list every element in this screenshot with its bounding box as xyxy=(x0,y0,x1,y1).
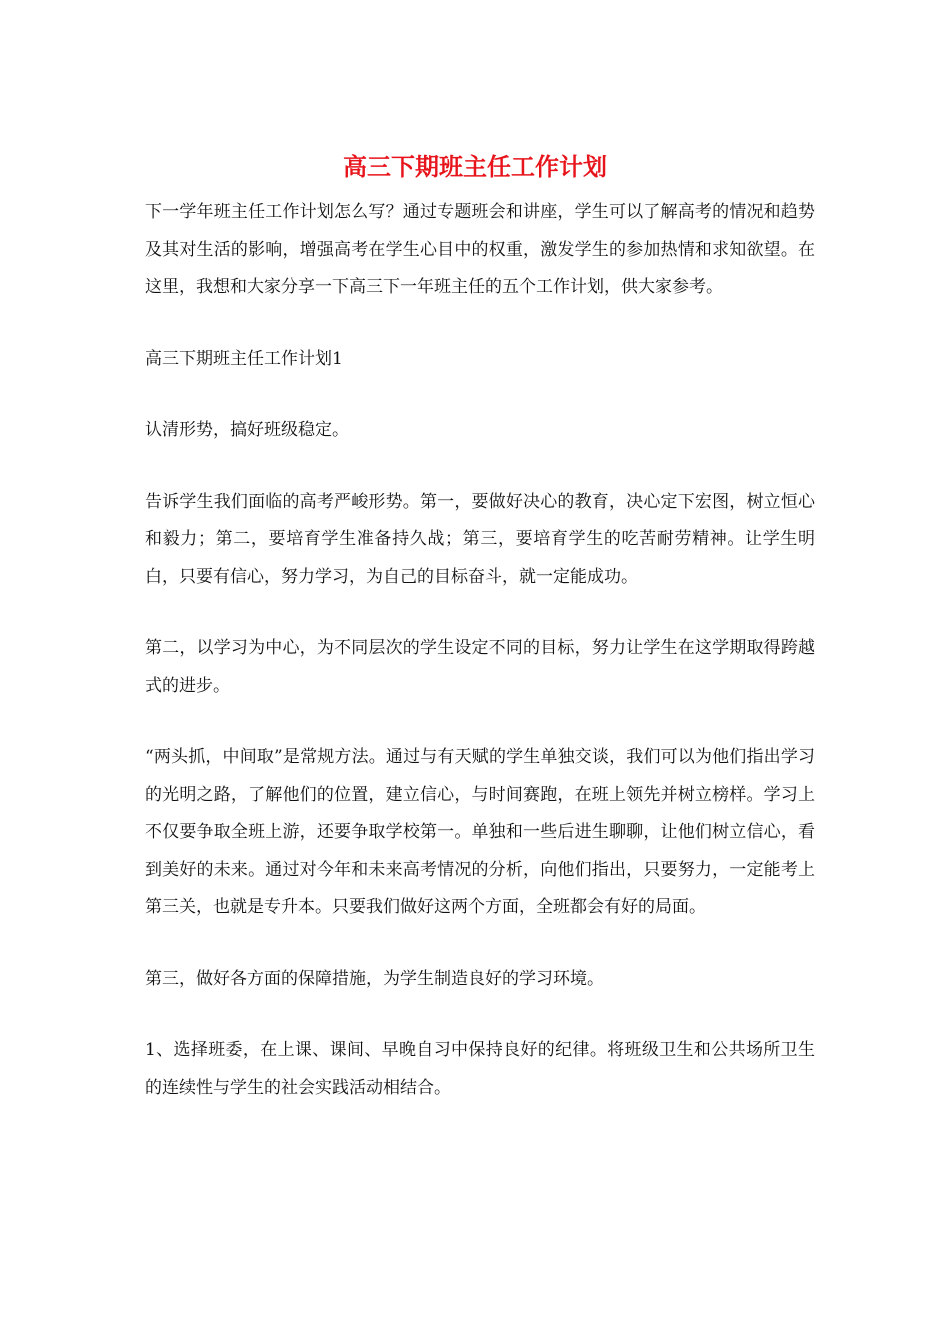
section-heading: 高三下期班主任工作计划1 xyxy=(145,348,343,369)
paragraph: 1、选择班委，在上课、课间、早晚自习中保持良好的纪律。将班级卫生和公共场所卫生的连续性与学生的社会实践活动相结合。 xyxy=(145,1040,815,1098)
intro-paragraph: 下一学年班主任工作计划怎么写？通过专题班会和讲座，学生可以了解高考的情况和趋势及其对生活的影响，增强高考在学生心目中的权重，激发学生的参加热情和求知欲望。在这里，我想和大家分享一下高三下一年班主任的五个工作计划，供大家参考。 xyxy=(145,202,815,297)
paragraph: 第二，以学习为中心，为不同层次的学生设定不同的目标，努力让学生在这学期取得跨越式的进步。 xyxy=(145,638,815,696)
paragraph: 第三，做好各方面的保障措施，为学生制造良好的学习环境。 xyxy=(145,968,604,989)
paragraph: “两头抓，中间取”是常规方法。通过与有天赋的学生单独交谈，我们可以为他们指出学习的光明之路，了解他们的位置，建立信心，与时间赛跑，在班上领先并树立榜样。学习上不仅要争取全班上游，还要争取学校第一。单独和一些后进生聊聊，让他们树立信心，看到美好的未来。通过对今年和未来高考情况的分析，向他们指出，只要努力，一定能考上第三关，也就是专升本。只要我们做好这两个方面，全班都会有好的局面。 xyxy=(145,747,815,917)
paragraph: 认清形势，搞好班级稳定。 xyxy=(145,420,349,440)
paragraph: 告诉学生我们面临的高考严峻形势。第一，要做好决心的教育，决心定下宏图，树立恒心和毅力；第二，要培育学生准备持久战；第三，要培育学生的吃苦耐劳精神。让学生明白，只要有信心，努力学习，为自己的目标奋斗，就一定能成功。 xyxy=(145,491,815,587)
document-title: 高三下期班主任工作计划 xyxy=(343,152,607,181)
document-body xyxy=(145,194,815,1141)
